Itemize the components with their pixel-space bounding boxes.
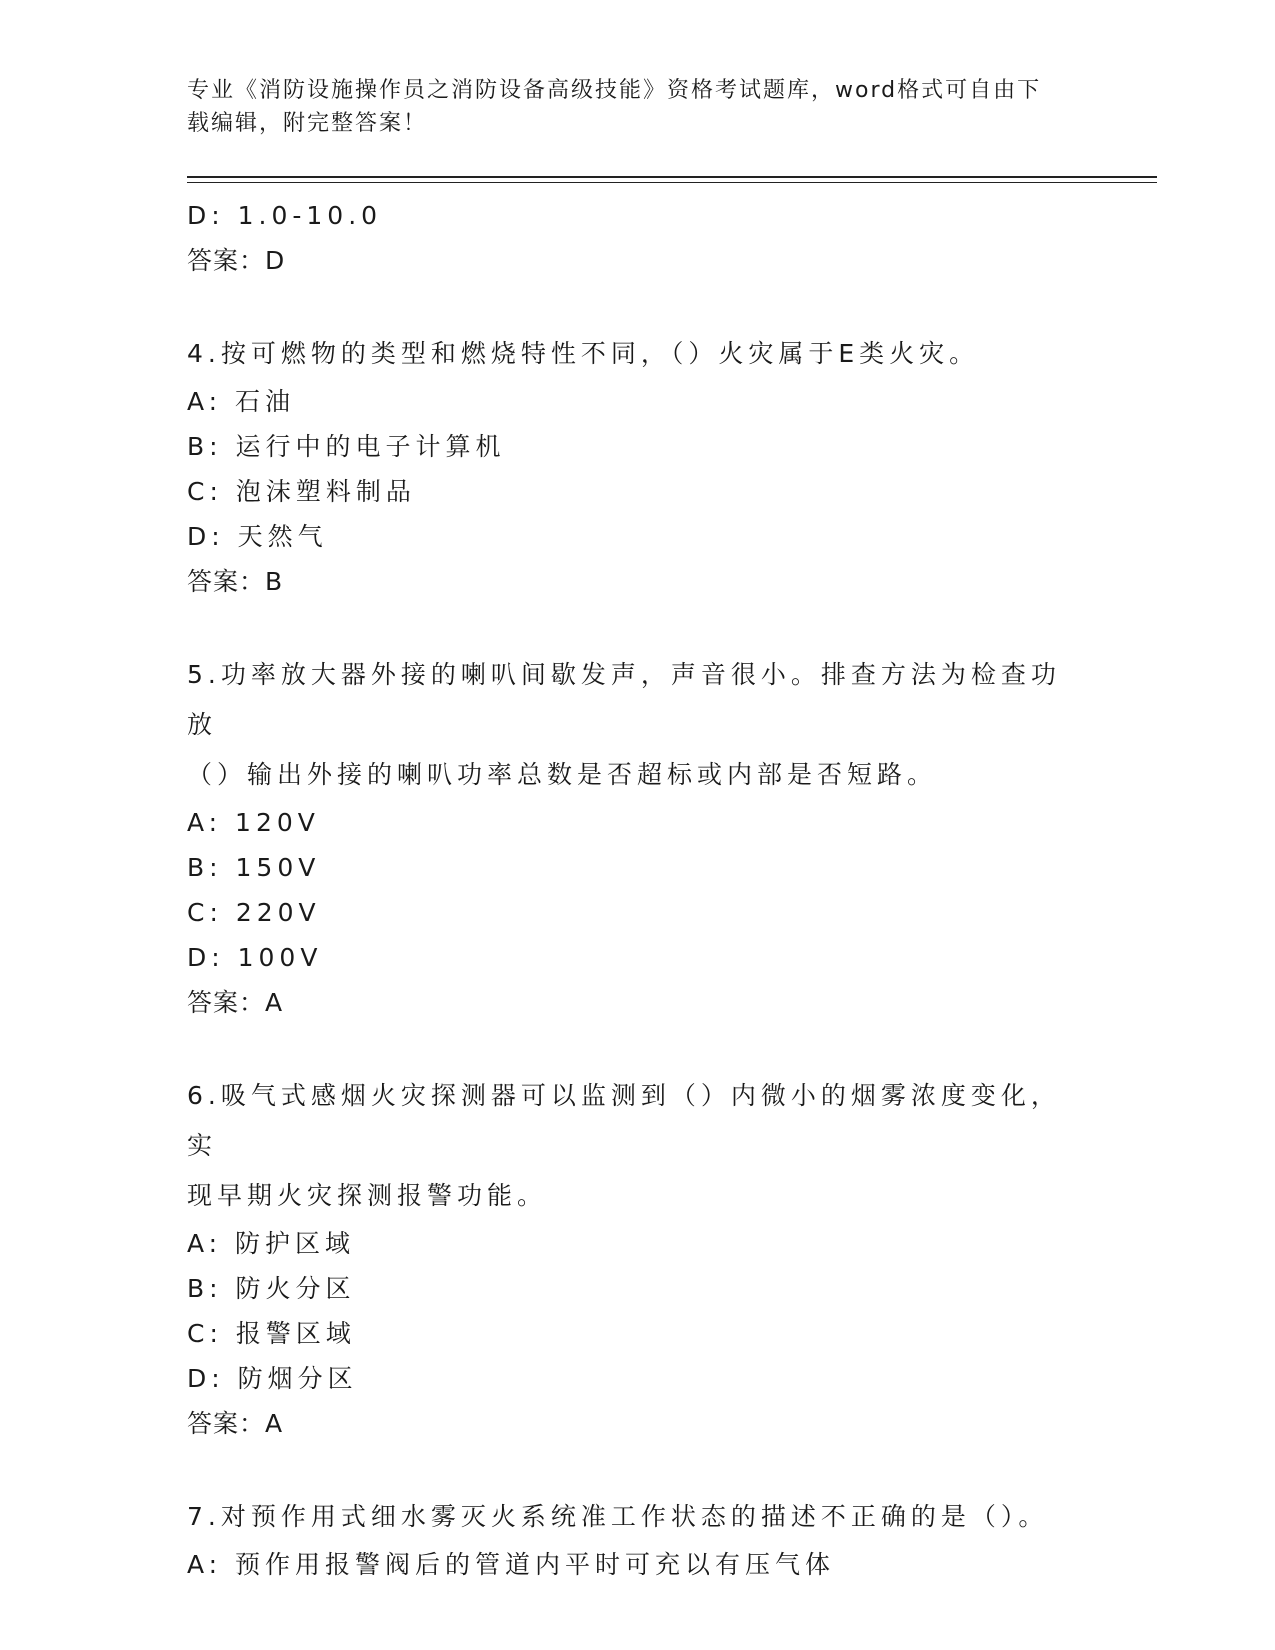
option-b: B: 运行中的电子计算机 (187, 432, 506, 461)
question-block-3 (187, 193, 1087, 283)
option-d: D: 100V (187, 943, 323, 972)
option-a: A: 石油 (187, 387, 296, 416)
question-block-7 (187, 1492, 1087, 1587)
option-d: D: 天然气 (187, 522, 328, 551)
document-header (187, 74, 1067, 140)
question-block-5 (187, 650, 1087, 1025)
header-divider-thin (187, 182, 1157, 183)
option-c: C: 泡沫塑料制品 (187, 477, 416, 506)
option-a: A: 120V (187, 808, 320, 837)
answer-label: 答案：B (187, 567, 284, 596)
question-block-4 (187, 329, 1087, 604)
option-d: D: 防烟分区 (187, 1364, 358, 1393)
option-a: A: 防护区域 (187, 1229, 356, 1258)
header-line-2: 载编辑，附完整答案！ (187, 111, 428, 136)
question-block-6 (187, 1071, 1087, 1446)
answer-label: 答案：D (187, 246, 286, 275)
option-c: C: 报警区域 (187, 1319, 356, 1348)
option-d: D: 1.0-10.0 (187, 201, 383, 230)
option-b: B: 防火分区 (187, 1274, 356, 1303)
option-a: A: 预作用报警阀后的管道内平时可充以有压气体 (187, 1550, 836, 1579)
option-c: C: 220V (187, 898, 321, 927)
question-text: 7.对预作用式细水雾灭火系统准工作状态的描述不正确的是（）。 (187, 1502, 1049, 1531)
question-text-line-2: （）输出外接的喇叭功率总数是否超标或内部是否短路。 (187, 760, 938, 789)
answer-label: 答案：A (187, 988, 284, 1017)
header-divider-thick (187, 176, 1157, 178)
option-b: B: 150V (187, 853, 321, 882)
question-text-line-2: 现早期火灾探测报警功能。 (187, 1181, 548, 1210)
header-line-1: 专业《消防设施操作员之消防设备高级技能》资格考试题库，word格式可自由下 (187, 78, 1042, 103)
question-text-line-1: 5.功率放大器外接的喇叭间歇发声，声音很小。排查方法为检查功放 (187, 660, 1061, 739)
answer-label: 答案：A (187, 1409, 284, 1438)
question-text-line-1: 6.吸气式感烟火灾探测器可以监测到（）内微小的烟雾浓度变化，实 (187, 1081, 1061, 1160)
question-text: 4.按可燃物的类型和燃烧特性不同，（）火灾属于E类火灾。 (187, 339, 980, 368)
question-list (187, 193, 1087, 1587)
